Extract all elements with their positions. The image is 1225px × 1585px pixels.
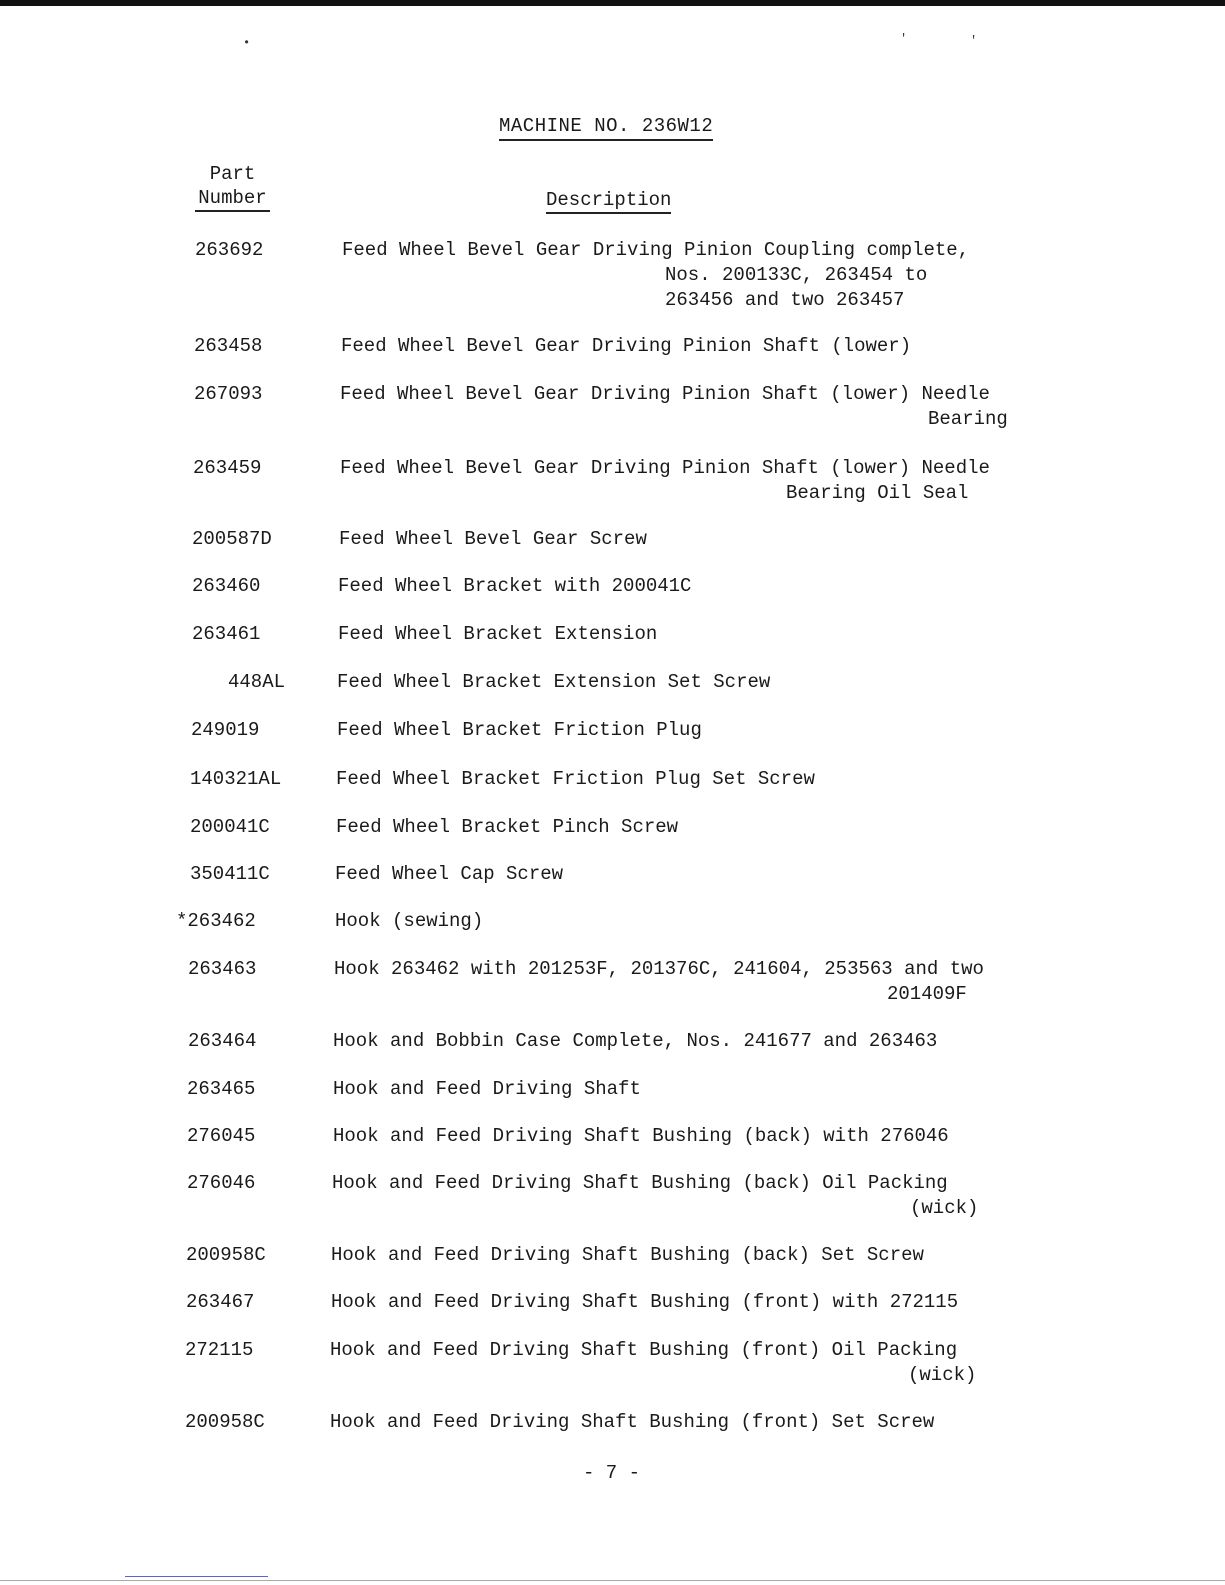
part-number: 263460: [192, 575, 261, 597]
scan-top-edge: [0, 0, 1225, 6]
scan-bottom-mark: [125, 1576, 268, 1577]
part-description-continued: Bearing: [928, 408, 1008, 430]
part-description-continued: 263456 and two 263457: [665, 289, 905, 311]
part-number: 263464: [188, 1030, 257, 1052]
part-number: 263459: [193, 457, 262, 479]
part-description: Hook and Bobbin Case Complete, Nos. 241677 and 263463: [333, 1030, 938, 1052]
part-description: Feed Wheel Bracket Friction Plug Set Screw: [336, 768, 815, 790]
part-number: 263692: [195, 239, 264, 261]
part-description: Hook and Feed Driving Shaft Bushing (front) with 272115: [331, 1291, 959, 1313]
part-number: 200041C: [190, 816, 270, 838]
part-description-continued: (wick): [908, 1364, 977, 1386]
part-number: 263458: [194, 335, 263, 357]
scan-speck: •: [243, 36, 251, 50]
part-description: Hook and Feed Driving Shaft Bushing (front) Oil Packing: [330, 1339, 958, 1361]
part-number-header: [195, 162, 270, 212]
part-number: 272115: [185, 1339, 254, 1361]
part-number: 276046: [187, 1172, 256, 1194]
scan-bottom-edge: [0, 1580, 1225, 1581]
part-number: 350411C: [190, 863, 270, 885]
part-header-line2: Number: [195, 186, 270, 212]
part-number: *263462: [176, 910, 256, 932]
scan-speck: ': [900, 32, 908, 46]
part-description: Feed Wheel Cap Screw: [335, 863, 564, 885]
part-number: 200958C: [185, 1411, 265, 1433]
part-description: Feed Wheel Bevel Gear Driving Pinion Shaft (lower) Needle: [340, 383, 990, 405]
part-number: 263461: [192, 623, 261, 645]
part-description-continued: 201409F: [887, 983, 967, 1005]
part-number: 276045: [187, 1125, 256, 1147]
part-number: 249019: [191, 719, 260, 741]
part-description: Hook 263462 with 201253F, 201376C, 241604, 253563 and two: [334, 958, 984, 980]
part-number: 200958C: [186, 1244, 266, 1266]
part-description: Feed Wheel Bracket Pinch Screw: [336, 816, 679, 838]
scan-speck: ': [970, 34, 978, 48]
part-number: 448AL: [228, 671, 286, 693]
part-number: 267093: [194, 383, 263, 405]
part-description: Hook and Feed Driving Shaft Bushing (back) Set Screw: [331, 1244, 924, 1266]
description-header: Description: [546, 189, 671, 214]
part-description: Feed Wheel Bevel Gear Screw: [339, 528, 647, 550]
part-description-continued: (wick): [910, 1197, 979, 1219]
part-number: 200587D: [192, 528, 272, 550]
part-description: Feed Wheel Bracket with 200041C: [338, 575, 692, 597]
part-description: Feed Wheel Bracket Extension Set Screw: [337, 671, 771, 693]
part-description: Hook and Feed Driving Shaft: [333, 1078, 641, 1100]
part-number: 263465: [187, 1078, 256, 1100]
part-description: Feed Wheel Bevel Gear Driving Pinion Shaft (lower) Needle: [340, 457, 990, 479]
part-description: Hook and Feed Driving Shaft Bushing (back) with 276046: [333, 1125, 949, 1147]
part-header-line1: Part: [209, 163, 256, 185]
part-number: 140321AL: [190, 768, 282, 790]
part-description-continued: Bearing Oil Seal: [786, 482, 969, 504]
part-description: Hook and Feed Driving Shaft Bushing (front) Set Screw: [330, 1411, 935, 1433]
part-description-continued: Nos. 200133C, 263454 to: [665, 264, 928, 286]
part-description: Feed Wheel Bevel Gear Driving Pinion Coupling complete,: [342, 239, 970, 261]
part-description: Feed Wheel Bracket Friction Plug: [337, 719, 702, 741]
part-description: Hook and Feed Driving Shaft Bushing (back) Oil Packing: [332, 1172, 948, 1194]
part-description: Feed Wheel Bracket Extension: [338, 623, 658, 645]
part-number: 263463: [188, 958, 257, 980]
part-description: Hook (sewing): [335, 910, 484, 932]
page-number: - 7 -: [583, 1462, 641, 1484]
page-title: MACHINE NO. 236W12: [499, 115, 713, 141]
part-number: 263467: [186, 1291, 255, 1313]
part-description: Feed Wheel Bevel Gear Driving Pinion Shaft (lower): [341, 335, 912, 357]
